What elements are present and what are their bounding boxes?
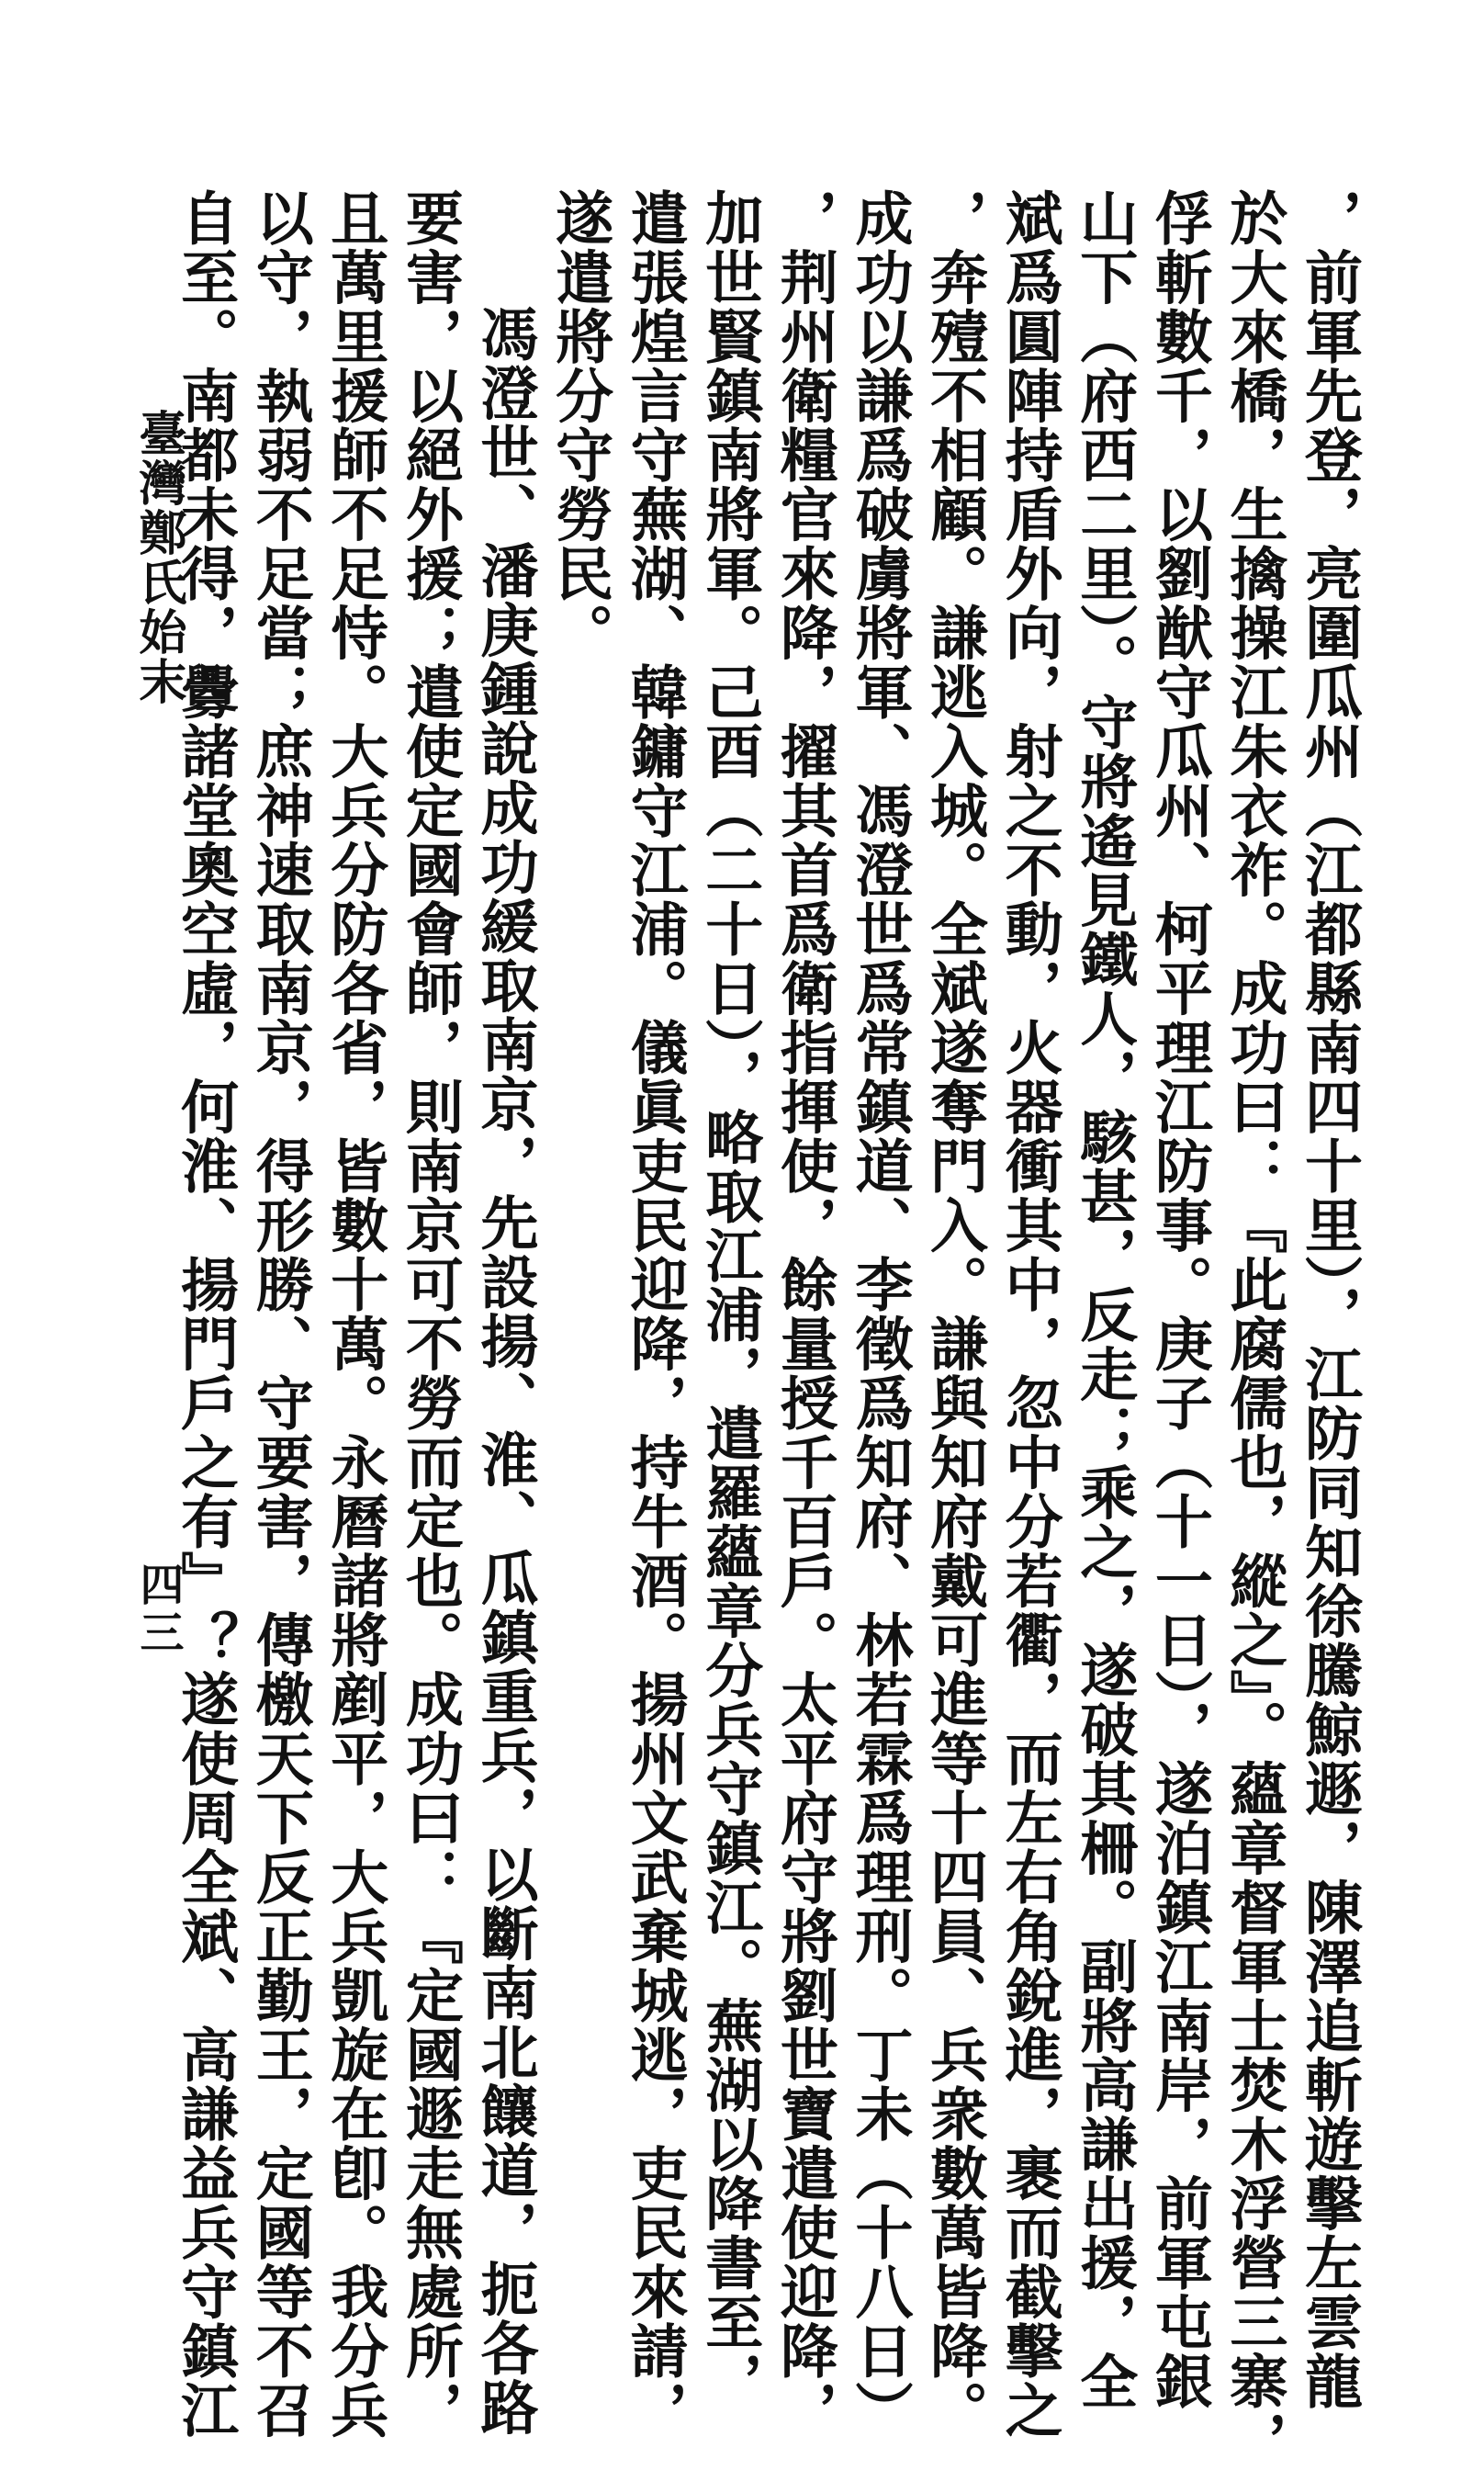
text-column: 加世賢鎮南將軍。己酉（二十日），略取江浦，遣羅蘊章分兵守鎮江。蕪湖以降書至， (696, 188, 765, 2411)
text-column: 山下（府西二里）。守將遙見鐵人，駭甚，反走；乘之，遂破其柵。副將高謙出援，全 (1071, 188, 1140, 2411)
paragraph-start-column: 馮澄世、潘庚鍾說成功緩取南京，先設揚、淮、瓜鎮重兵，以斷南北饟道，扼各路 (471, 304, 540, 2437)
text-column: ，前軍先登，亮圍瓜州（江都縣南四十里），江防同知徐騰鯨遯，陳澤追斬遊擊左雲龍 (1296, 188, 1364, 2411)
text-column: 遣張煌言守蕪湖、韓鏞守江浦。儀眞吏民迎降，持牛酒。揚州文武棄城逃，吏民來請， (621, 188, 690, 2440)
text-column: 斌爲圓陣持盾外向，射之不動，火器衝其中，忽中分若衢，而左右角銳進，裹而截擊之 (995, 188, 1064, 2440)
body-text (168, 188, 1367, 2470)
page-number: 四三 (132, 1562, 184, 1657)
text-column: 自至。南都未得，釁諸堂奧空虛，何淮、揚門戶之有』？遂使周全斌、高謙益兵守鎮江 (172, 188, 241, 2440)
text-column: ，奔殪不相顧。謙逃入城。全斌遂奪門入。謙與知府戴可進等十四員、兵衆數萬皆降。 (921, 188, 990, 2440)
text-column: 以守，執弱不足當；庶神速取南京，得形勝、守要害，傳檄天下反正勤王，定國等不召 (246, 188, 315, 2440)
text-column: 要害，以絕外援；遣使定國會師，則南京可不勞而定也。成功曰：『定國遯走無處所， (396, 188, 465, 2440)
text-column: 遂遣將分守勞民。 (546, 188, 615, 662)
text-column: 於大來橋，生擒操江朱衣祚。成功曰：『此腐儒也，縱之』。蘊章督軍士焚木浮營三寨， (1220, 188, 1289, 2470)
book-title: 臺灣鄭氏始末 (130, 409, 186, 706)
text-column: 成功以謙爲破虜將軍、馮澄世爲常鎮道、李徵爲知府、林若霖爲理刑。丁未（十八日） (846, 188, 915, 2440)
text-column: 且萬里援師不足恃。大兵分防各省，皆數十萬。永曆諸將剷平，大兵凱旋在卽。我分兵 (321, 188, 390, 2440)
text-column: ，荆州衛糧官來降，擢其首爲衛指揮使，餘量授千百戶。太平府守將劉世寶遣使迎降， (770, 188, 839, 2440)
text-column: 俘斬數千，以劉猷守瓜州、柯平理江防事。庚子（十一日），遂泊鎮江南岸，前軍屯銀 (1145, 188, 1214, 2411)
